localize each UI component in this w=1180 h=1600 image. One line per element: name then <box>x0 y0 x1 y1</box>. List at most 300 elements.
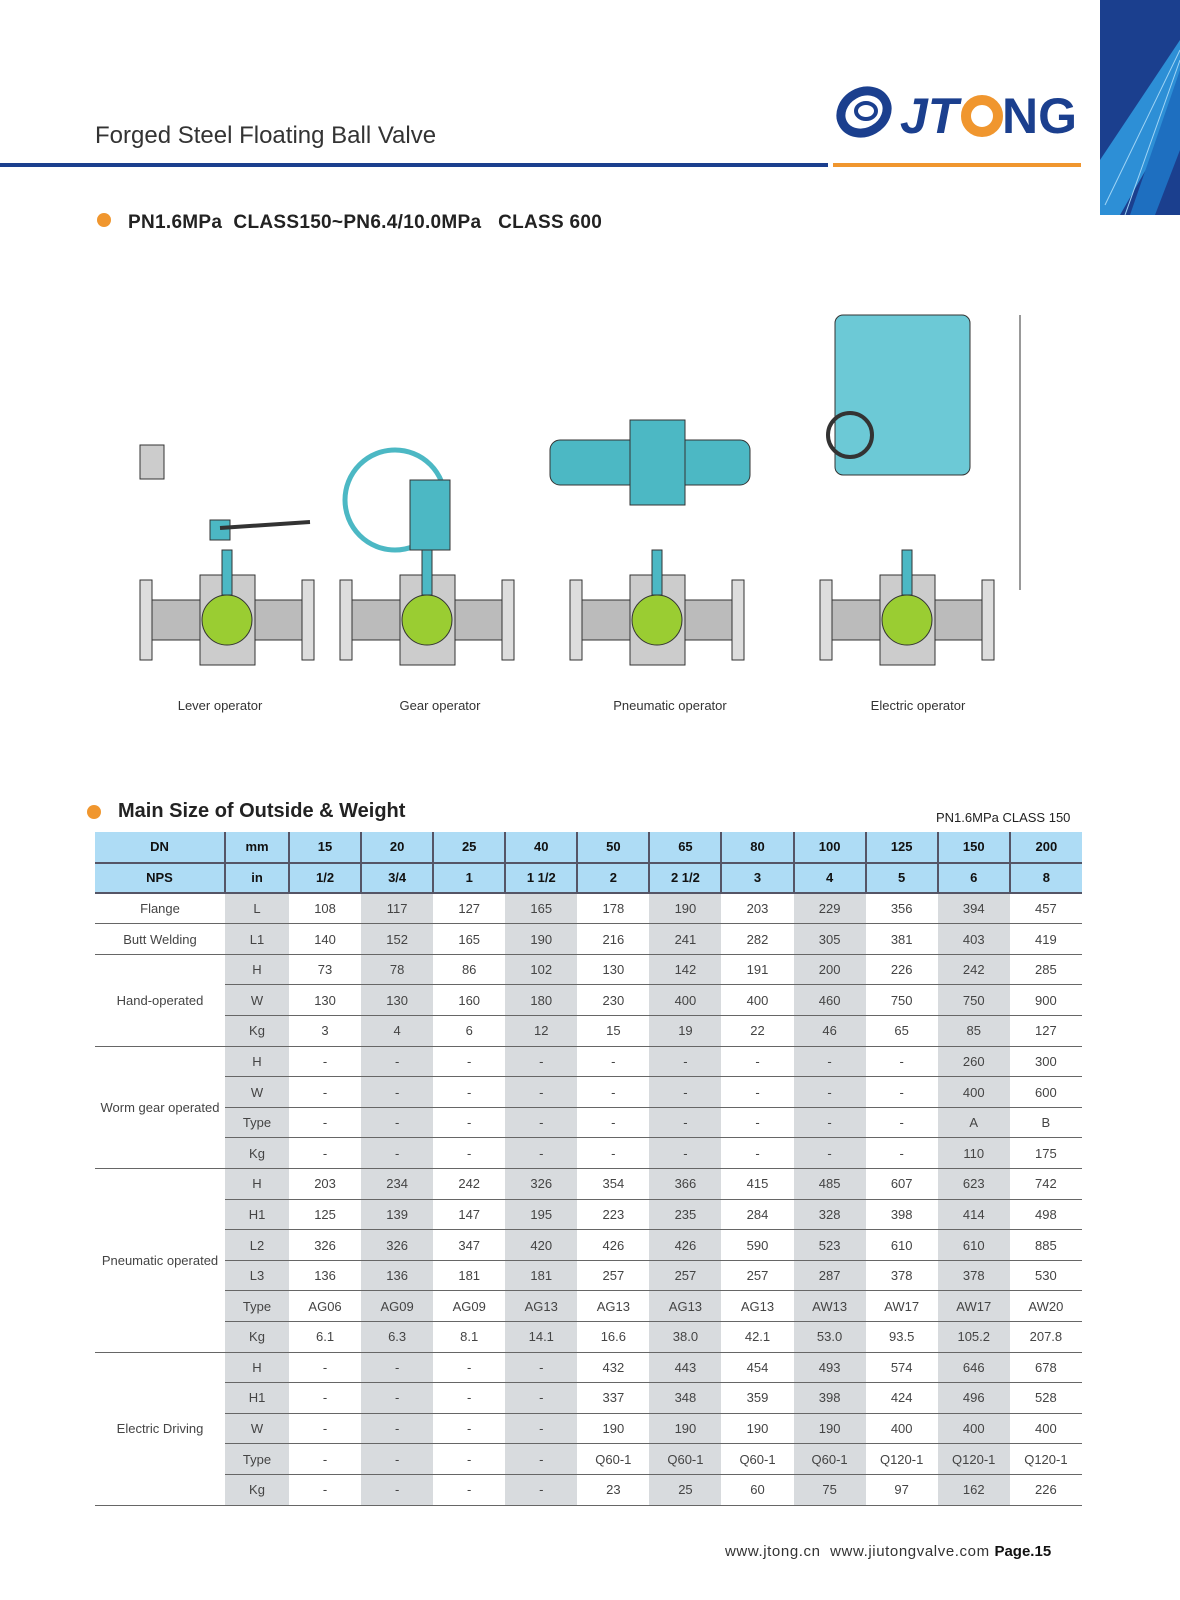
table-cell: - <box>505 1077 577 1108</box>
table-row <box>95 1077 1082 1108</box>
table-cell: AW13 <box>794 1291 866 1322</box>
row-unit: H1 <box>225 1199 289 1230</box>
table-cell: AW17 <box>866 1291 938 1322</box>
table-cell: - <box>577 1107 649 1138</box>
table-cell: - <box>794 1107 866 1138</box>
footer <box>725 1543 1051 1560</box>
table-cell: 105.2 <box>938 1322 1010 1353</box>
table-cell: - <box>433 1046 505 1077</box>
table-cell: Q60-1 <box>577 1444 649 1475</box>
nps-cell: 2 <box>577 863 649 894</box>
table-cell: 590 <box>721 1230 793 1261</box>
dn-unit: mm <box>225 832 289 863</box>
table-row <box>95 1413 1082 1444</box>
table-cell: 235 <box>649 1199 721 1230</box>
table-cell: 3 <box>289 1016 361 1047</box>
row-unit: Kg <box>225 1322 289 1353</box>
table-cell: 125 <box>289 1199 361 1230</box>
table-cell: - <box>433 1107 505 1138</box>
table-cell: 127 <box>1010 1016 1082 1047</box>
table-cell: - <box>433 1077 505 1108</box>
table-cell: - <box>433 1474 505 1505</box>
table-cell: - <box>866 1046 938 1077</box>
table-cell: Q120-1 <box>866 1444 938 1475</box>
table-cell: - <box>433 1138 505 1169</box>
bullet-icon <box>97 213 111 227</box>
table-cell: AG09 <box>433 1291 505 1322</box>
table-cell: 97 <box>866 1474 938 1505</box>
footer-websites: www.jtong.cn www.jiutongvalve.com <box>725 1543 990 1560</box>
table-cell: 326 <box>361 1230 433 1261</box>
table-cell: Q60-1 <box>649 1444 721 1475</box>
table-cell: - <box>289 1444 361 1475</box>
table-cell: - <box>289 1077 361 1108</box>
table-cell: - <box>505 1474 577 1505</box>
row-unit: H <box>225 1169 289 1200</box>
table-cell: 398 <box>866 1199 938 1230</box>
svg-text:JT: JT <box>900 88 959 144</box>
table-cell: - <box>505 1046 577 1077</box>
dn-cell: 15 <box>289 832 361 863</box>
dn-cell: 50 <box>577 832 649 863</box>
table-cell: 356 <box>866 893 938 924</box>
table-cell: 400 <box>938 1077 1010 1108</box>
table-cell: - <box>577 1046 649 1077</box>
table-cell: - <box>721 1077 793 1108</box>
dn-cell: 150 <box>938 832 1010 863</box>
dn-cell: 100 <box>794 832 866 863</box>
table-cell: AG13 <box>505 1291 577 1322</box>
table-row <box>95 893 1082 924</box>
group-label: Worm gear operated <box>95 1046 225 1168</box>
table-cell: - <box>866 1107 938 1138</box>
table-cell: - <box>361 1077 433 1108</box>
table-cell: - <box>649 1046 721 1077</box>
table-cell: 610 <box>866 1230 938 1261</box>
table-cell: - <box>505 1444 577 1475</box>
table-cell: 162 <box>938 1474 1010 1505</box>
table-cell: - <box>721 1046 793 1077</box>
table-cell: 337 <box>577 1383 649 1414</box>
table-row <box>95 1016 1082 1047</box>
dn-cell: 125 <box>866 832 938 863</box>
table-row <box>95 954 1082 985</box>
table-cell: 530 <box>1010 1260 1082 1291</box>
table-cell: - <box>649 1077 721 1108</box>
table-cell: 165 <box>505 893 577 924</box>
dn-label: DN <box>95 832 225 863</box>
dn-header-row <box>95 832 1082 863</box>
group-label: Pneumatic operated <box>95 1169 225 1353</box>
table-cell: 420 <box>505 1230 577 1261</box>
table-cell: AW17 <box>938 1291 1010 1322</box>
group-label: Butt Welding <box>95 924 225 955</box>
table-cell: 207.8 <box>1010 1322 1082 1353</box>
table-cell: AG13 <box>577 1291 649 1322</box>
caption-pneumatic-operator: Pneumatic operator <box>613 698 727 713</box>
table-cell: 136 <box>289 1260 361 1291</box>
row-unit: Kg <box>225 1474 289 1505</box>
table-cell: 403 <box>938 924 1010 955</box>
table-cell: 22 <box>721 1016 793 1047</box>
table-cell: - <box>433 1352 505 1383</box>
table-cell: 19 <box>649 1016 721 1047</box>
table-cell: 457 <box>1010 893 1082 924</box>
row-unit: W <box>225 1413 289 1444</box>
table-cell: - <box>721 1138 793 1169</box>
table-cell: 485 <box>794 1169 866 1200</box>
pneumatic-operator-drawing <box>550 420 750 665</box>
table-cell: 242 <box>938 954 1010 985</box>
nps-cell: 4 <box>794 863 866 894</box>
row-unit: L2 <box>225 1230 289 1261</box>
table-cell: 140 <box>289 924 361 955</box>
table-cell: 165 <box>433 924 505 955</box>
nps-cell: 8 <box>1010 863 1082 894</box>
table-cell: - <box>505 1138 577 1169</box>
table-cell: 574 <box>866 1352 938 1383</box>
table-cell: 257 <box>577 1260 649 1291</box>
table-cell: 900 <box>1010 985 1082 1016</box>
header-rule-orange <box>833 163 1081 167</box>
row-unit: L <box>225 893 289 924</box>
row-unit: Kg <box>225 1016 289 1047</box>
table-cell: 528 <box>1010 1383 1082 1414</box>
table-cell: Q120-1 <box>1010 1444 1082 1475</box>
table-cell: 178 <box>577 893 649 924</box>
size-weight-table <box>95 832 1082 1506</box>
table-row <box>95 1046 1082 1077</box>
table-cell: 885 <box>1010 1230 1082 1261</box>
table-row <box>95 1352 1082 1383</box>
table-row <box>95 1474 1082 1505</box>
table-cell: 326 <box>505 1169 577 1200</box>
table-cell: 426 <box>577 1230 649 1261</box>
dn-cell: 20 <box>361 832 433 863</box>
nps-cell: 3/4 <box>361 863 433 894</box>
row-unit: L1 <box>225 924 289 955</box>
table-cell: 4 <box>361 1016 433 1047</box>
table-cell: 381 <box>866 924 938 955</box>
table-cell: 203 <box>289 1169 361 1200</box>
table-cell: 181 <box>505 1260 577 1291</box>
table-row <box>95 1230 1082 1261</box>
table-cell: 284 <box>721 1199 793 1230</box>
table-cell: 610 <box>938 1230 1010 1261</box>
nps-cell: 1/2 <box>289 863 361 894</box>
row-unit: H <box>225 954 289 985</box>
table-cell: 12 <box>505 1016 577 1047</box>
table-cell: - <box>866 1077 938 1108</box>
table-cell: 226 <box>1010 1474 1082 1505</box>
table-cell: - <box>505 1107 577 1138</box>
table-cell: 326 <box>289 1230 361 1261</box>
table-cell: 229 <box>794 893 866 924</box>
table-cell: - <box>794 1138 866 1169</box>
table-cell: - <box>505 1413 577 1444</box>
table-cell: 354 <box>577 1169 649 1200</box>
table-cell: 328 <box>794 1199 866 1230</box>
table-cell: 15 <box>577 1016 649 1047</box>
table-cell: - <box>289 1107 361 1138</box>
table-cell: 400 <box>1010 1413 1082 1444</box>
table-row <box>95 1138 1082 1169</box>
table-cell: 378 <box>938 1260 1010 1291</box>
table-cell: 443 <box>649 1352 721 1383</box>
row-unit: H <box>225 1352 289 1383</box>
table-cell: 607 <box>866 1169 938 1200</box>
table-cell: 750 <box>866 985 938 1016</box>
table-cell: - <box>505 1352 577 1383</box>
table-cell: 426 <box>649 1230 721 1261</box>
table-cell: 190 <box>577 1413 649 1444</box>
table-row <box>95 1444 1082 1475</box>
table-cell: 25 <box>649 1474 721 1505</box>
table-cell: 75 <box>794 1474 866 1505</box>
valve-drawings <box>130 300 1050 680</box>
table-cell: - <box>433 1413 505 1444</box>
table-cell: 493 <box>794 1352 866 1383</box>
table-cell: - <box>289 1474 361 1505</box>
table-cell: 230 <box>577 985 649 1016</box>
table-cell: 195 <box>505 1199 577 1230</box>
page-number: Page.15 <box>994 1543 1052 1560</box>
pressure-class-heading: PN1.6MPa CLASS150~PN6.4/10.0MPa CLASS 600 <box>128 212 603 233</box>
table-cell: 234 <box>361 1169 433 1200</box>
row-unit: H1 <box>225 1383 289 1414</box>
group-label: Hand-operated <box>95 954 225 1046</box>
table-cell: 305 <box>794 924 866 955</box>
table-cell: 65 <box>866 1016 938 1047</box>
table-cell: - <box>289 1138 361 1169</box>
nps-cell: 1 <box>433 863 505 894</box>
table-cell: - <box>289 1046 361 1077</box>
table-cell: 419 <box>1010 924 1082 955</box>
table-cell: 14.1 <box>505 1322 577 1353</box>
table-cell: 8.1 <box>433 1322 505 1353</box>
table-cell: AG09 <box>361 1291 433 1322</box>
table-cell: 6.1 <box>289 1322 361 1353</box>
table-cell: 130 <box>289 985 361 1016</box>
table-cell: 398 <box>794 1383 866 1414</box>
table-cell: 400 <box>938 1413 1010 1444</box>
table-cell: 78 <box>361 954 433 985</box>
table-cell: 750 <box>938 985 1010 1016</box>
table-cell: 347 <box>433 1230 505 1261</box>
table-cell: - <box>289 1383 361 1414</box>
table-cell: - <box>433 1444 505 1475</box>
table-row <box>95 1169 1082 1200</box>
table-cell: 200 <box>794 954 866 985</box>
table-cell: 378 <box>866 1260 938 1291</box>
table-row <box>95 1260 1082 1291</box>
table-cell: - <box>361 1383 433 1414</box>
bullet-icon <box>87 805 101 819</box>
dn-cell: 80 <box>721 832 793 863</box>
row-unit: Type <box>225 1444 289 1475</box>
table-cell: - <box>577 1138 649 1169</box>
table-cell: 110 <box>938 1138 1010 1169</box>
caption-electric-operator: Electric operator <box>870 698 966 713</box>
table-cell: 300 <box>1010 1046 1082 1077</box>
table-cell: - <box>361 1474 433 1505</box>
table-cell: 42.1 <box>721 1322 793 1353</box>
table-cell: 23 <box>577 1474 649 1505</box>
table-cell: 400 <box>649 985 721 1016</box>
table-cell: 46 <box>794 1016 866 1047</box>
table-heading: Main Size of Outside & Weight <box>118 800 406 822</box>
dn-cell: 40 <box>505 832 577 863</box>
table-cell: 127 <box>433 893 505 924</box>
table-cell: 226 <box>866 954 938 985</box>
jtong-logo <box>832 78 1082 148</box>
nps-cell: 5 <box>866 863 938 894</box>
table-cell: 400 <box>721 985 793 1016</box>
table-cell: AG13 <box>649 1291 721 1322</box>
table-cell: 85 <box>938 1016 1010 1047</box>
table-cell: 216 <box>577 924 649 955</box>
table-cell: - <box>361 1138 433 1169</box>
table-cell: 242 <box>433 1169 505 1200</box>
table-cell: Q120-1 <box>938 1444 1010 1475</box>
table-cell: 53.0 <box>794 1322 866 1353</box>
table-cell: 498 <box>1010 1199 1082 1230</box>
gear-operator-drawing <box>340 450 514 665</box>
table-cell: 136 <box>361 1260 433 1291</box>
table-row <box>95 1199 1082 1230</box>
table-cell: 424 <box>866 1383 938 1414</box>
table-cell: A <box>938 1107 1010 1138</box>
table-cell: 117 <box>361 893 433 924</box>
table-cell: 460 <box>794 985 866 1016</box>
svg-text:NG: NG <box>1002 88 1077 144</box>
table-cell: 203 <box>721 893 793 924</box>
table-cell: 139 <box>361 1199 433 1230</box>
table-cell: 496 <box>938 1383 1010 1414</box>
table-row <box>95 1383 1082 1414</box>
header-rule-blue <box>0 163 828 167</box>
table-cell: 678 <box>1010 1352 1082 1383</box>
table-cell: - <box>361 1444 433 1475</box>
nps-cell: 6 <box>938 863 1010 894</box>
table-cell: AW20 <box>1010 1291 1082 1322</box>
row-unit: W <box>225 1077 289 1108</box>
table-cell: 241 <box>649 924 721 955</box>
table-cell: 742 <box>1010 1169 1082 1200</box>
corner-decoration <box>1100 0 1180 215</box>
table-cell: 257 <box>649 1260 721 1291</box>
table-cell: - <box>361 1046 433 1077</box>
table-cell: - <box>433 1383 505 1414</box>
table-cell: Q60-1 <box>794 1444 866 1475</box>
table-cell: 415 <box>721 1169 793 1200</box>
table-cell: - <box>866 1138 938 1169</box>
table-cell: 190 <box>505 924 577 955</box>
electric-operator-drawing <box>820 315 1020 665</box>
nps-cell: 3 <box>721 863 793 894</box>
table-cell: 285 <box>1010 954 1082 985</box>
table-cell: - <box>649 1138 721 1169</box>
nps-cell: 2 1/2 <box>649 863 721 894</box>
table-cell: 108 <box>289 893 361 924</box>
table-cell: 600 <box>1010 1077 1082 1108</box>
row-unit: Kg <box>225 1138 289 1169</box>
table-cell: 400 <box>866 1413 938 1444</box>
table-cell: 190 <box>649 893 721 924</box>
table-cell: 257 <box>721 1260 793 1291</box>
table-cell: 646 <box>938 1352 1010 1383</box>
table-cell: 73 <box>289 954 361 985</box>
table-row <box>95 924 1082 955</box>
row-unit: Type <box>225 1107 289 1138</box>
table-cell: - <box>289 1413 361 1444</box>
table-cell: 6 <box>433 1016 505 1047</box>
table-cell: 190 <box>649 1413 721 1444</box>
table-cell: AG13 <box>721 1291 793 1322</box>
rating-label: PN1.6MPa CLASS 150 <box>936 810 1071 825</box>
table-cell: 130 <box>577 954 649 985</box>
lever-operator-drawing <box>140 445 314 665</box>
table-cell: 130 <box>361 985 433 1016</box>
table-cell: - <box>794 1077 866 1108</box>
table-cell: 102 <box>505 954 577 985</box>
table-cell: 191 <box>721 954 793 985</box>
group-label: Electric Driving <box>95 1352 225 1505</box>
table-cell: 432 <box>577 1352 649 1383</box>
group-label: Flange <box>95 893 225 924</box>
table-cell: 394 <box>938 893 1010 924</box>
table-row <box>95 985 1082 1016</box>
caption-gear-operator: Gear operator <box>399 698 481 713</box>
table-row <box>95 1107 1082 1138</box>
table-cell: 190 <box>721 1413 793 1444</box>
table-cell: - <box>505 1383 577 1414</box>
row-unit: Type <box>225 1291 289 1322</box>
table-cell: B <box>1010 1107 1082 1138</box>
table-cell: 623 <box>938 1169 1010 1200</box>
table-cell: - <box>577 1077 649 1108</box>
table-cell: 152 <box>361 924 433 955</box>
table-cell: - <box>289 1352 361 1383</box>
page-title: Forged Steel Floating Ball Valve <box>95 122 437 149</box>
table-cell: 223 <box>577 1199 649 1230</box>
table-cell: 181 <box>433 1260 505 1291</box>
table-cell: 60 <box>721 1474 793 1505</box>
table-cell: 16.6 <box>577 1322 649 1353</box>
table-cell: 414 <box>938 1199 1010 1230</box>
table-cell: - <box>721 1107 793 1138</box>
dn-cell: 25 <box>433 832 505 863</box>
table-cell: - <box>361 1413 433 1444</box>
table-cell: 287 <box>794 1260 866 1291</box>
dn-cell: 200 <box>1010 832 1082 863</box>
table-row <box>95 1291 1082 1322</box>
table-cell: 359 <box>721 1383 793 1414</box>
table-cell: Q60-1 <box>721 1444 793 1475</box>
table-cell: 160 <box>433 985 505 1016</box>
table-cell: 175 <box>1010 1138 1082 1169</box>
table-cell: 38.0 <box>649 1322 721 1353</box>
table-cell: - <box>361 1352 433 1383</box>
table-cell: 147 <box>433 1199 505 1230</box>
table-cell: - <box>649 1107 721 1138</box>
dn-cell: 65 <box>649 832 721 863</box>
row-unit: L3 <box>225 1260 289 1291</box>
table-row <box>95 1322 1082 1353</box>
table-cell: 260 <box>938 1046 1010 1077</box>
table-cell: 282 <box>721 924 793 955</box>
nps-cell: 1 1/2 <box>505 863 577 894</box>
